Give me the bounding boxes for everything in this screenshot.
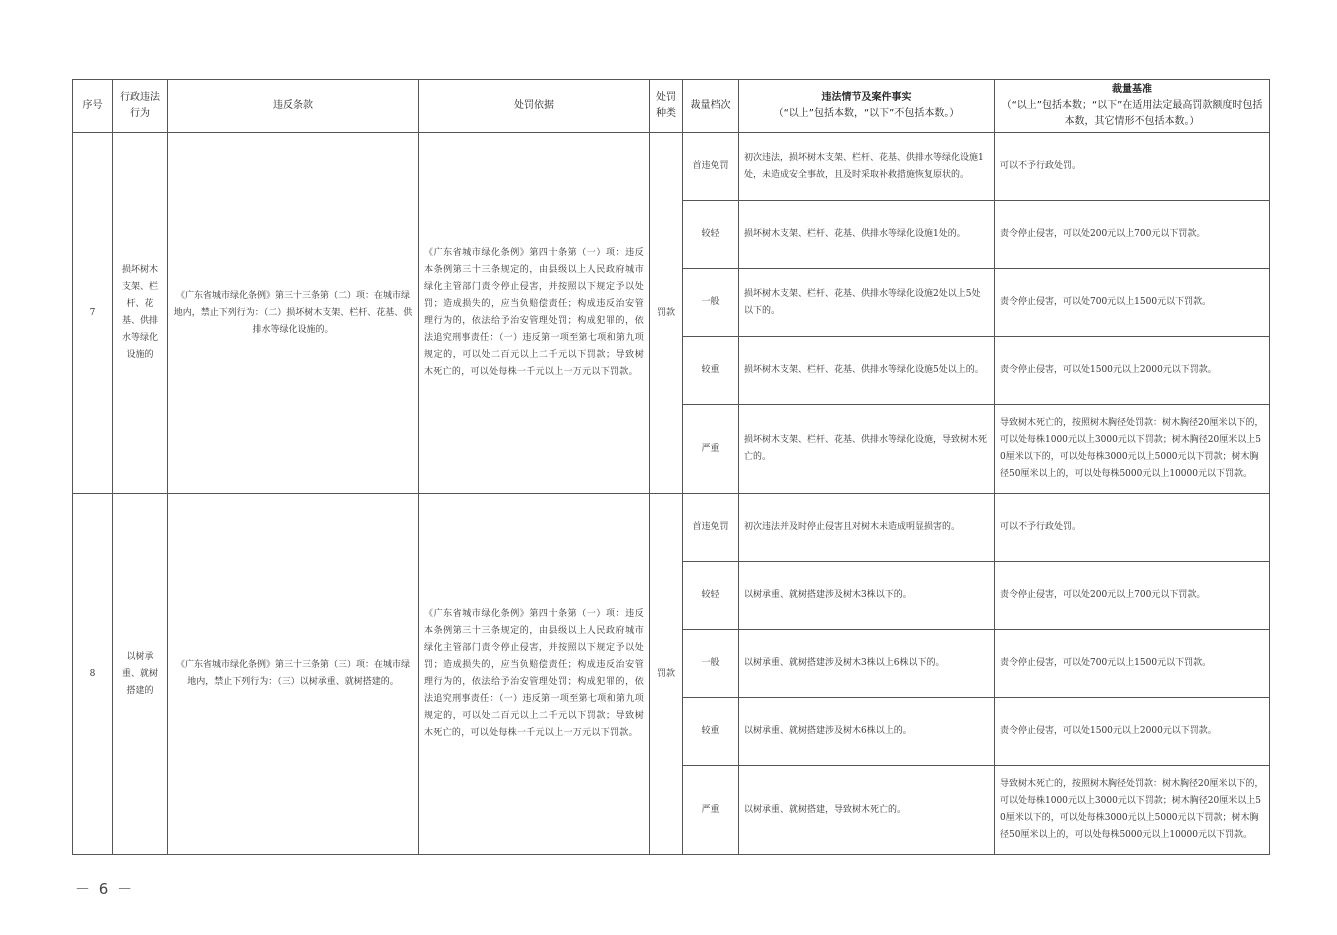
level-cell: 严重	[683, 766, 739, 855]
level-cell: 较轻	[683, 562, 739, 630]
standard-cell: 可以不予行政处罚。	[995, 494, 1270, 562]
level-cell: 较重	[683, 337, 739, 405]
page-number: － 6 －	[75, 880, 135, 898]
fact-cell: 以树承重、就树搭建涉及树木3株以下的。	[739, 562, 995, 630]
table-row	[73, 494, 1270, 562]
header-kind: 处罚种类	[650, 80, 683, 133]
table-header-row	[73, 80, 1270, 133]
header-level: 裁量档次	[683, 80, 739, 133]
fact-cell: 以树承重、就树搭建涉及树木3株以上6株以下的。	[739, 630, 995, 698]
standard-cell: 责令停止侵害，可以处200元以上700元以下罚款。	[995, 201, 1270, 269]
level-cell: 一般	[683, 269, 739, 337]
header-standard-title: 裁量基准	[1112, 84, 1152, 95]
fact-cell: 初次违法，损坏树木支架、栏杆、花基、供排水等绿化设施1处，未造成安全事故，且及时采取补救措施恢复原状的。	[739, 133, 995, 201]
standard-cell: 可以不予行政处罚。	[995, 133, 1270, 201]
fact-cell: 以树承重、就树搭建涉及树木6株以上的。	[739, 698, 995, 766]
level-cell: 首违免罚	[683, 494, 739, 562]
row-act: 以树承重、就树搭建的	[113, 494, 168, 855]
level-cell: 较重	[683, 698, 739, 766]
row-kind: 罚款	[650, 494, 683, 855]
header-basis: 处罚依据	[419, 80, 650, 133]
standard-cell: 责令停止侵害，可以处1500元以上2000元以下罚款。	[995, 337, 1270, 405]
header-seq: 序号	[73, 80, 113, 133]
fact-cell: 损坏树木支架、栏杆、花基、供排水等绿化设施1处的。	[739, 201, 995, 269]
header-standard-note: （“以上”包括本数；“以下”在适用法定最高罚款额度时包括本数，其它情形不包括本数。）	[1001, 100, 1263, 127]
fact-cell: 损坏树木支架、栏杆、花基、供排水等绿化设施2处以上5处以下的。	[739, 269, 995, 337]
level-cell: 较轻	[683, 201, 739, 269]
level-cell: 一般	[683, 630, 739, 698]
fact-cell: 损坏树木支架、栏杆、花基、供排水等绿化设施5处以上的。	[739, 337, 995, 405]
level-cell: 首违免罚	[683, 133, 739, 201]
header-facts-note: （“以上”包括本数，“以下”不包括本数。）	[773, 108, 960, 119]
header-act: 行政违法行为	[113, 80, 168, 133]
standard-cell: 责令停止侵害，可以处700元以上1500元以下罚款。	[995, 630, 1270, 698]
row-act: 损坏树木支架、栏杆、花基、供排水等绿化设施的	[113, 133, 168, 494]
standard-cell: 责令停止侵害，可以处200元以上700元以下罚款。	[995, 562, 1270, 630]
standard-cell: 责令停止侵害，可以处700元以上1500元以下罚款。	[995, 269, 1270, 337]
header-facts	[739, 80, 995, 133]
row-seq: 7	[73, 133, 113, 494]
header-facts-title: 违法情节及案件事实	[821, 92, 912, 103]
row-clause: 《广东省城市绿化条例》第三十三条第（二）项：在城市绿地内，禁止下列行为：（二）损坏树木支架、栏杆、花基、供排水等绿化设施的。	[168, 133, 419, 494]
row-seq: 8	[73, 494, 113, 855]
row-basis: 《广东省城市绿化条例》第四十条第（一）项：违反本条例第三十三条规定的，由县级以上人民政府城市绿化主管部门责令停止侵害，并按照以下规定予以处罚；造成损失的，应当负赔偿责任；构成违反治安管理行为的，依法给予治安管理处罚；构成犯罪的，依法追究刑事责任：（一）违反第一项至第七项和第九项规定的，可以处二百元以上二千元以下罚款；导致树木死亡的，可以处每株一千元以上一万元以下罚款。	[419, 494, 650, 855]
penalty-standard-table	[72, 79, 1270, 855]
standard-cell: 导致树木死亡的，按照树木胸径处罚款：树木胸径20厘米以下的，可以处每株1000元以上3000元以下罚款；树木胸径20厘米以上50厘米以下的，可以处每株3000元以上5000元以下罚款；树木胸径50厘米以上的，可以处每株5000元以上10000元以下罚款。	[995, 766, 1270, 855]
row-clause: 《广东省城市绿化条例》第三十三条第（三）项：在城市绿地内，禁止下列行为：（三）以树承重、就树搭建的。	[168, 494, 419, 855]
standard-cell: 导致树木死亡的，按照树木胸径处罚款：树木胸径20厘米以下的，可以处每株1000元以上3000元以下罚款；树木胸径20厘米以上50厘米以下的，可以处每株3000元以上5000元以下罚款；树木胸径50厘米以上的，可以处每株5000元以上10000元以下罚款。	[995, 405, 1270, 494]
header-clause: 违反条款	[168, 80, 419, 133]
fact-cell: 损坏树木支架、栏杆、花基、供排水等绿化设施，导致树木死亡的。	[739, 405, 995, 494]
row-basis: 《广东省城市绿化条例》第四十条第（一）项：违反本条例第三十三条规定的，由县级以上人民政府城市绿化主管部门责令停止侵害，并按照以下规定予以处罚；造成损失的，应当负赔偿责任；构成违反治安管理行为的，依法给予治安管理处罚；构成犯罪的，依法追究刑事责任：（一）违反第一项至第七项和第九项规定的，可以处二百元以上二千元以下罚款；导致树木死亡的，可以处每株一千元以上一万元以下罚款。	[419, 133, 650, 494]
header-standard	[995, 80, 1270, 133]
standard-cell: 责令停止侵害，可以处1500元以上2000元以下罚款。	[995, 698, 1270, 766]
fact-cell: 初次违法并及时停止侵害且对树木未造成明显损害的。	[739, 494, 995, 562]
level-cell: 严重	[683, 405, 739, 494]
table-row	[73, 133, 1270, 201]
fact-cell: 以树承重、就树搭建，导致树木死亡的。	[739, 766, 995, 855]
row-kind: 罚款	[650, 133, 683, 494]
